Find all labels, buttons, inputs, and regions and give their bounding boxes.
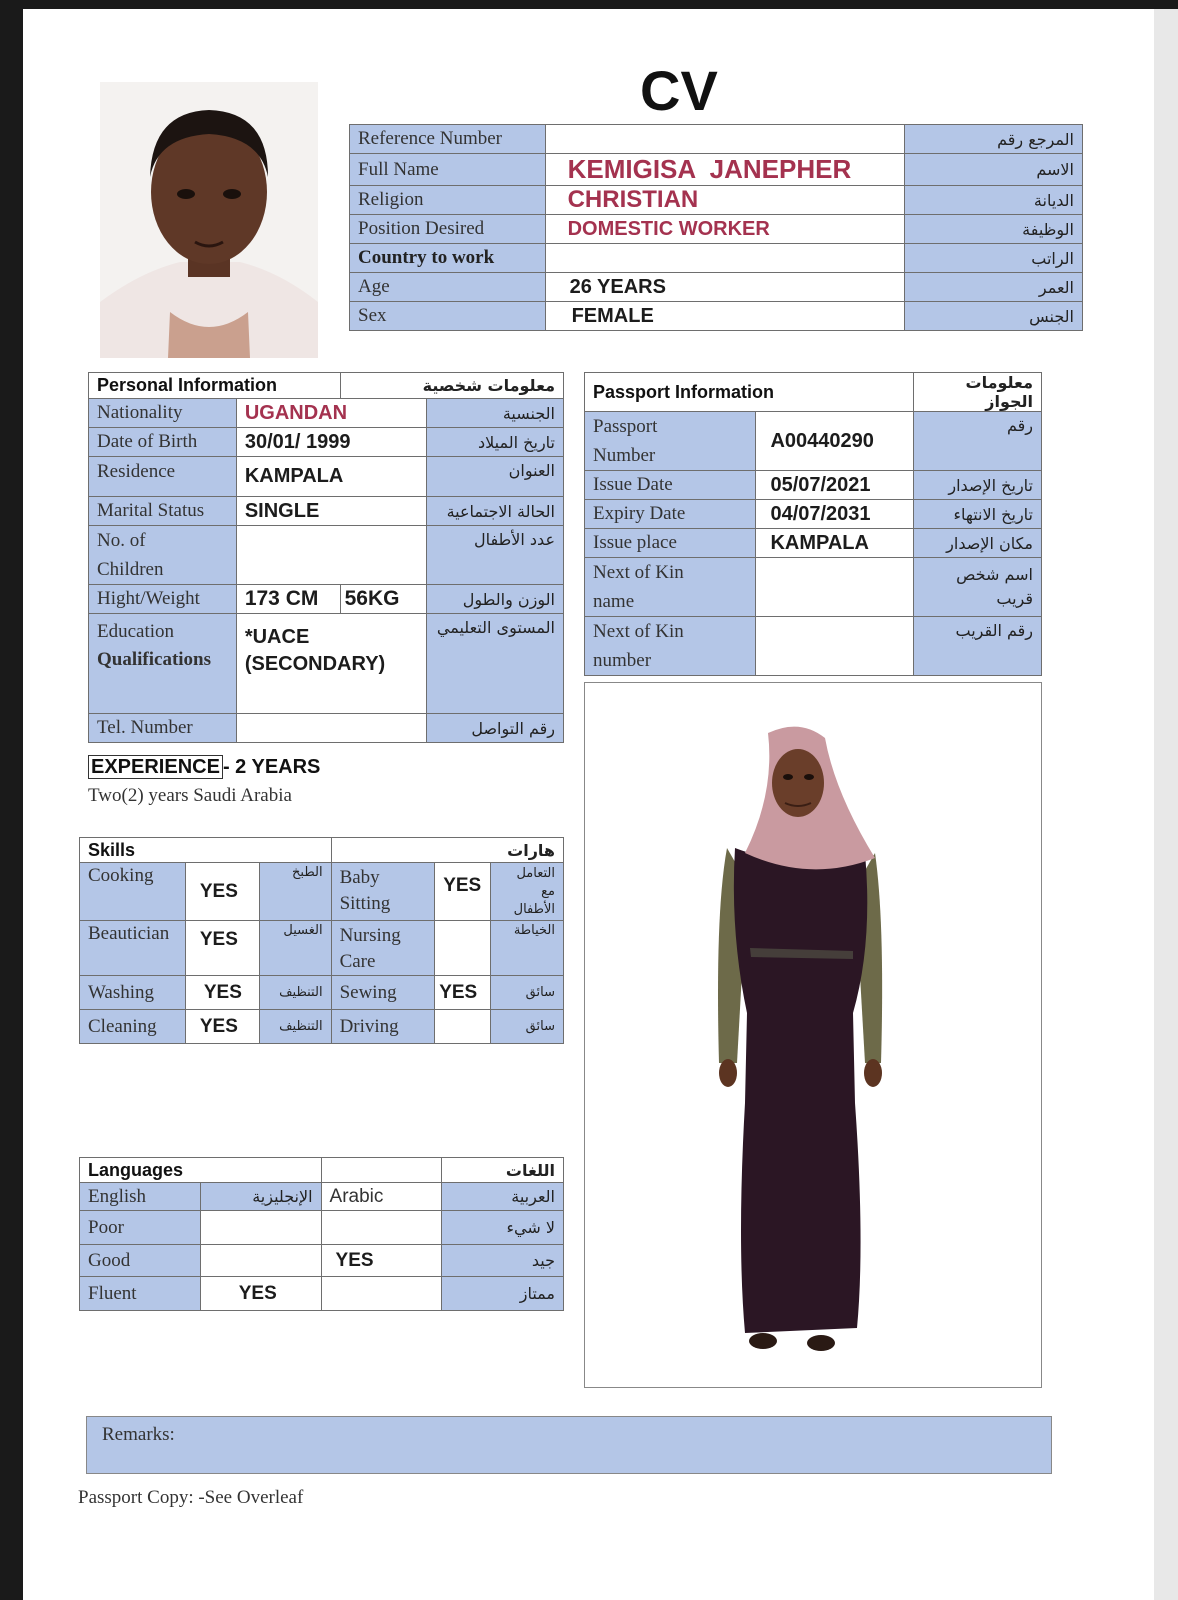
page-title: CV (640, 59, 718, 122)
nationality-value: UGANDAN (236, 399, 426, 428)
skill-driving-value (435, 1010, 491, 1044)
religion-value: CHRISTIAN (545, 186, 905, 215)
full-body-photo-frame (584, 682, 1042, 1388)
dob-ar: تاريخ الميلاد (426, 428, 564, 457)
skill-nursing-label-line2: Care (339, 951, 376, 972)
skill-nursing-ar: الخياطة (491, 921, 564, 976)
passport-number-label-line1: Passport (593, 416, 658, 437)
sex-ar: الجنس (905, 302, 1083, 331)
skill-beautician-ar: الغسيل (259, 921, 331, 976)
tel-ar: رقم التواصل (426, 714, 564, 743)
full-name-value: KEMIGISA JANEPHER (545, 154, 905, 186)
kin-name-label-line2: name (593, 591, 635, 612)
skill-babysitting-label-line1: Baby (339, 867, 380, 888)
dob-value: 30/01/ 1999 (236, 428, 426, 457)
personal-info-title-ar: معلومات شخصية (340, 373, 563, 399)
lang-poor-arabic (321, 1211, 442, 1245)
issue-place-ar: مكان الإصدار (914, 529, 1042, 558)
skill-nursing-value (435, 921, 491, 976)
skill-cooking-value: YES (185, 863, 259, 921)
lang-level-good: Good (80, 1245, 201, 1277)
remarks-label: Remarks: (102, 1424, 175, 1445)
marital-value: SINGLE (236, 497, 426, 526)
children-label-line2: Children (97, 559, 164, 580)
languages-title-blank (321, 1158, 442, 1183)
children-label-line1: No. of (97, 530, 146, 551)
kin-number-label-line2: number (593, 650, 652, 671)
issue-date-ar: تاريخ الإصدار (914, 471, 1042, 500)
skill-sewing-value: YES (435, 976, 491, 1010)
kin-number-label-line1: Next of Kin (593, 621, 684, 642)
religion-ar: الديانة (905, 186, 1083, 215)
position-value: DOMESTIC WORKER (545, 215, 905, 244)
issue-date-label: Issue Date (585, 471, 756, 500)
hw-label: Hight/Weight (89, 585, 237, 614)
kin-number-label (585, 617, 756, 676)
lang-level-good-ar: جيد (442, 1245, 564, 1277)
skill-cooking-label: Cooking (80, 863, 186, 921)
passport-number-value: A00440290 (756, 412, 914, 471)
passport-info-title-ar: معلومات الجواز (914, 373, 1042, 412)
education-value (236, 614, 426, 714)
experience-detail: Two(2) years Saudi Arabia (88, 785, 292, 806)
lang-level-poor: Poor (80, 1211, 201, 1245)
lang-arabic-label: Arabic (321, 1183, 442, 1211)
residence-ar: العنوان (426, 457, 564, 497)
marital-label: Marital Status (89, 497, 237, 526)
lang-level-poor-ar: لا شيء (442, 1211, 564, 1245)
lang-fluent-arabic (321, 1277, 442, 1311)
portrait-photo (100, 82, 318, 358)
reference-number-ar: المرجع رقم (905, 125, 1083, 154)
age-label: Age (350, 273, 546, 302)
country-value (545, 244, 905, 273)
skill-sewing-label: Sewing (331, 976, 435, 1010)
skill-nursing-label (331, 921, 435, 976)
personal-info-title: Personal Information (89, 373, 341, 399)
kin-name-ar-line1: اسم شخص (956, 565, 1033, 584)
skill-cleaning-label: Cleaning (80, 1010, 186, 1044)
lang-english-ar: الإنجليزية (200, 1183, 321, 1211)
country-label: Country to work (350, 244, 546, 273)
lang-good-english (200, 1245, 321, 1277)
full-body-photo (585, 683, 1041, 1387)
children-label (89, 526, 237, 585)
education-ar: المستوى التعليمي (426, 614, 564, 714)
lang-level-fluent-ar: ممتاز (442, 1277, 564, 1311)
country-ar: الراتب (905, 244, 1083, 273)
lang-arabic-ar: العربية (442, 1183, 564, 1211)
passport-number-label (585, 412, 756, 471)
tel-value (236, 714, 426, 743)
children-ar: عدد الأطفال (426, 526, 564, 585)
header-table (349, 124, 1083, 331)
skill-washing-label: Washing (80, 976, 186, 1010)
religion-label: Religion (350, 186, 546, 215)
full-name-label: Full Name (350, 154, 546, 186)
experience-label: EXPERIENCE (88, 755, 223, 779)
languages-table (79, 1157, 564, 1311)
issue-place-value: KAMPALA (756, 529, 914, 558)
skill-beautician-value: YES (185, 921, 259, 976)
skills-title-ar: هارات (331, 838, 563, 863)
skills-title: Skills (80, 838, 332, 863)
expiry-date-label: Expiry Date (585, 500, 756, 529)
skill-babysitting-label-line2: Sitting (339, 893, 391, 914)
skills-table (79, 837, 564, 1044)
page-edge (1154, 9, 1178, 1600)
skill-babysitting-ar: التعامل مع الأطفال (491, 863, 564, 921)
languages-title-ar: اللغات (442, 1158, 564, 1183)
children-value (236, 526, 426, 585)
issue-date-value: 05/07/2021 (756, 471, 914, 500)
nationality-ar: الجنسية (426, 399, 564, 428)
skill-cleaning-ar: التنظيف (259, 1010, 331, 1044)
sex-label: Sex (350, 302, 546, 331)
skill-beautician-label: Beautician (80, 921, 186, 976)
experience-heading (88, 756, 320, 779)
experience-years: - 2 YEARS (222, 756, 321, 778)
passport-info-title: Passport Information (585, 373, 914, 412)
skill-driving-ar: سائق (491, 1010, 564, 1044)
skill-washing-ar: التنظيف (259, 976, 331, 1010)
hw-ar: الوزن والطول (426, 585, 564, 614)
kin-name-value (756, 558, 914, 617)
passport-number-label-line2: Number (593, 445, 656, 466)
passport-copy-note: Passport Copy: -See Overleaf (78, 1487, 304, 1508)
skill-babysitting-label (331, 863, 435, 921)
age-ar: العمر (905, 273, 1083, 302)
kin-name-ar-line2: قريب (996, 589, 1033, 608)
lang-level-fluent: Fluent (80, 1277, 201, 1311)
dob-label: Date of Birth (89, 428, 237, 457)
languages-title: Languages (80, 1158, 322, 1183)
expiry-date-value: 04/07/2031 (756, 500, 914, 529)
kin-number-ar: رقم القريب (914, 617, 1042, 676)
weight-value: 56KG (340, 585, 426, 614)
skill-cleaning-value: YES (185, 1010, 259, 1044)
residence-value: KAMPALA (236, 457, 426, 497)
issue-place-label: Issue place (585, 529, 756, 558)
passport-number-ar: رقم (914, 412, 1042, 471)
passport-info-table (584, 372, 1042, 676)
expiry-date-ar: تاريخ الانتهاء (914, 500, 1042, 529)
kin-name-label-line1: Next of Kin (593, 562, 684, 583)
age-value: 26 YEARS (545, 273, 905, 302)
education-label (89, 614, 237, 714)
skill-driving-label: Driving (331, 1010, 435, 1044)
kin-number-value (756, 617, 914, 676)
reference-number-value (545, 125, 905, 154)
sex-value: FEMALE (545, 302, 905, 331)
skill-babysitting-value: YES (435, 863, 491, 921)
lang-english-label: English (80, 1183, 201, 1211)
education-label-line1: Education (97, 621, 175, 642)
lang-fluent-english: YES (200, 1277, 321, 1311)
reference-number-label: Reference Number (350, 125, 546, 154)
remarks-box (86, 1416, 1052, 1474)
lang-poor-english (200, 1211, 321, 1245)
height-value: 173 CM (236, 585, 340, 614)
kin-name-label (585, 558, 756, 617)
nationality-label: Nationality (89, 399, 237, 428)
skill-sewing-ar: سائق (491, 976, 564, 1010)
kin-name-ar (914, 558, 1042, 617)
position-ar: الوظيفة (905, 215, 1083, 244)
skill-nursing-label-line1: Nursing (339, 925, 401, 946)
tel-label: Tel. Number (89, 714, 237, 743)
skill-washing-value: YES (185, 976, 259, 1010)
education-label-line2: Qualifications (97, 649, 212, 670)
lang-good-arabic: YES (321, 1245, 442, 1277)
skill-cooking-ar: الطبخ (259, 863, 331, 921)
education-value-line1: *UACE (244, 626, 310, 648)
education-value-line2: (SECONDARY) (244, 653, 386, 675)
residence-label: Residence (89, 457, 237, 497)
marital-ar: الحالة الاجتماعية (426, 497, 564, 526)
personal-info-table (88, 372, 564, 743)
position-label: Position Desired (350, 215, 546, 244)
full-name-ar: الاسم (905, 154, 1083, 186)
